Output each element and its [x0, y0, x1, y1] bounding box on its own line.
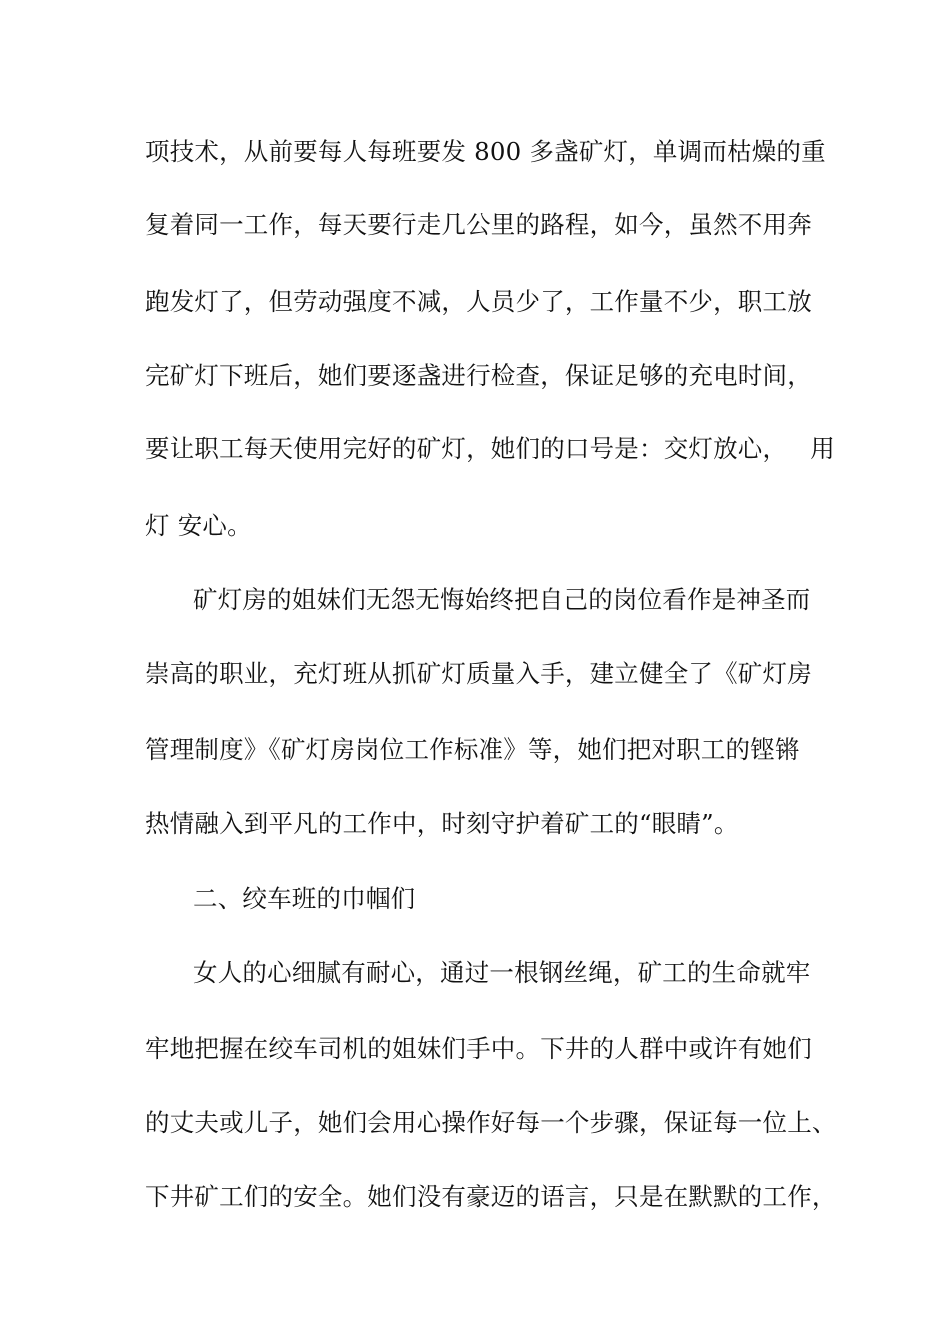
- paragraph-start-line: 女人的心细腻有耐心，通过一根钢丝绳，矿工的生命就牢: [193, 958, 811, 987]
- text-line: 下井矿工们的安全。她们没有豪迈的语言，只是在默默的工作，: [145, 1182, 837, 1211]
- section-heading: 二、绞车班的巾帼们: [193, 884, 416, 913]
- text-line: [145, 434, 835, 464]
- text-line-part: 要让职工每天使用完好的矿灯，她们的口号是：交灯放心，: [145, 434, 788, 463]
- text-line: 复着同一工作，每天要行走几公里的路程，如今，虽然不用奔: [145, 210, 812, 239]
- text-line-part: 用: [810, 434, 835, 463]
- text-line: 热情融入到平凡的工作中，时刻守护着矿工的“眼睛”。: [145, 809, 739, 838]
- text-line: 的丈夫或儿子，她们会用心操作好每一个步骤，保证每一位上、: [145, 1108, 837, 1137]
- paragraph-start-line: 矿灯房的姐妹们无怨无悔始终把自己的岗位看作是神圣而: [193, 585, 811, 614]
- text-line: 崇高的职业，充灯班从抓矿灯质量入手，建立健全了《矿灯房: [145, 659, 812, 688]
- text-line: 完矿灯下班后，她们要逐盏进行检查，保证足够的充电时间，: [145, 361, 812, 390]
- text-line: 跑发灯了，但劳动强度不减，人员少了，工作量不少，职工放: [145, 287, 812, 316]
- text-line: 项技术，从前要每人每班要发 800 多盏矿灯，单调而枯燥的重: [145, 137, 826, 166]
- text-line: 管理制度》《矿灯房岗位工作标准》等，她们把对职工的铿锵: [145, 735, 800, 764]
- text-line: 灯 安心。: [145, 511, 252, 540]
- text-line: 牢地把握在绞车司机的姐妹们手中。下井的人群中或许有她们: [145, 1034, 812, 1063]
